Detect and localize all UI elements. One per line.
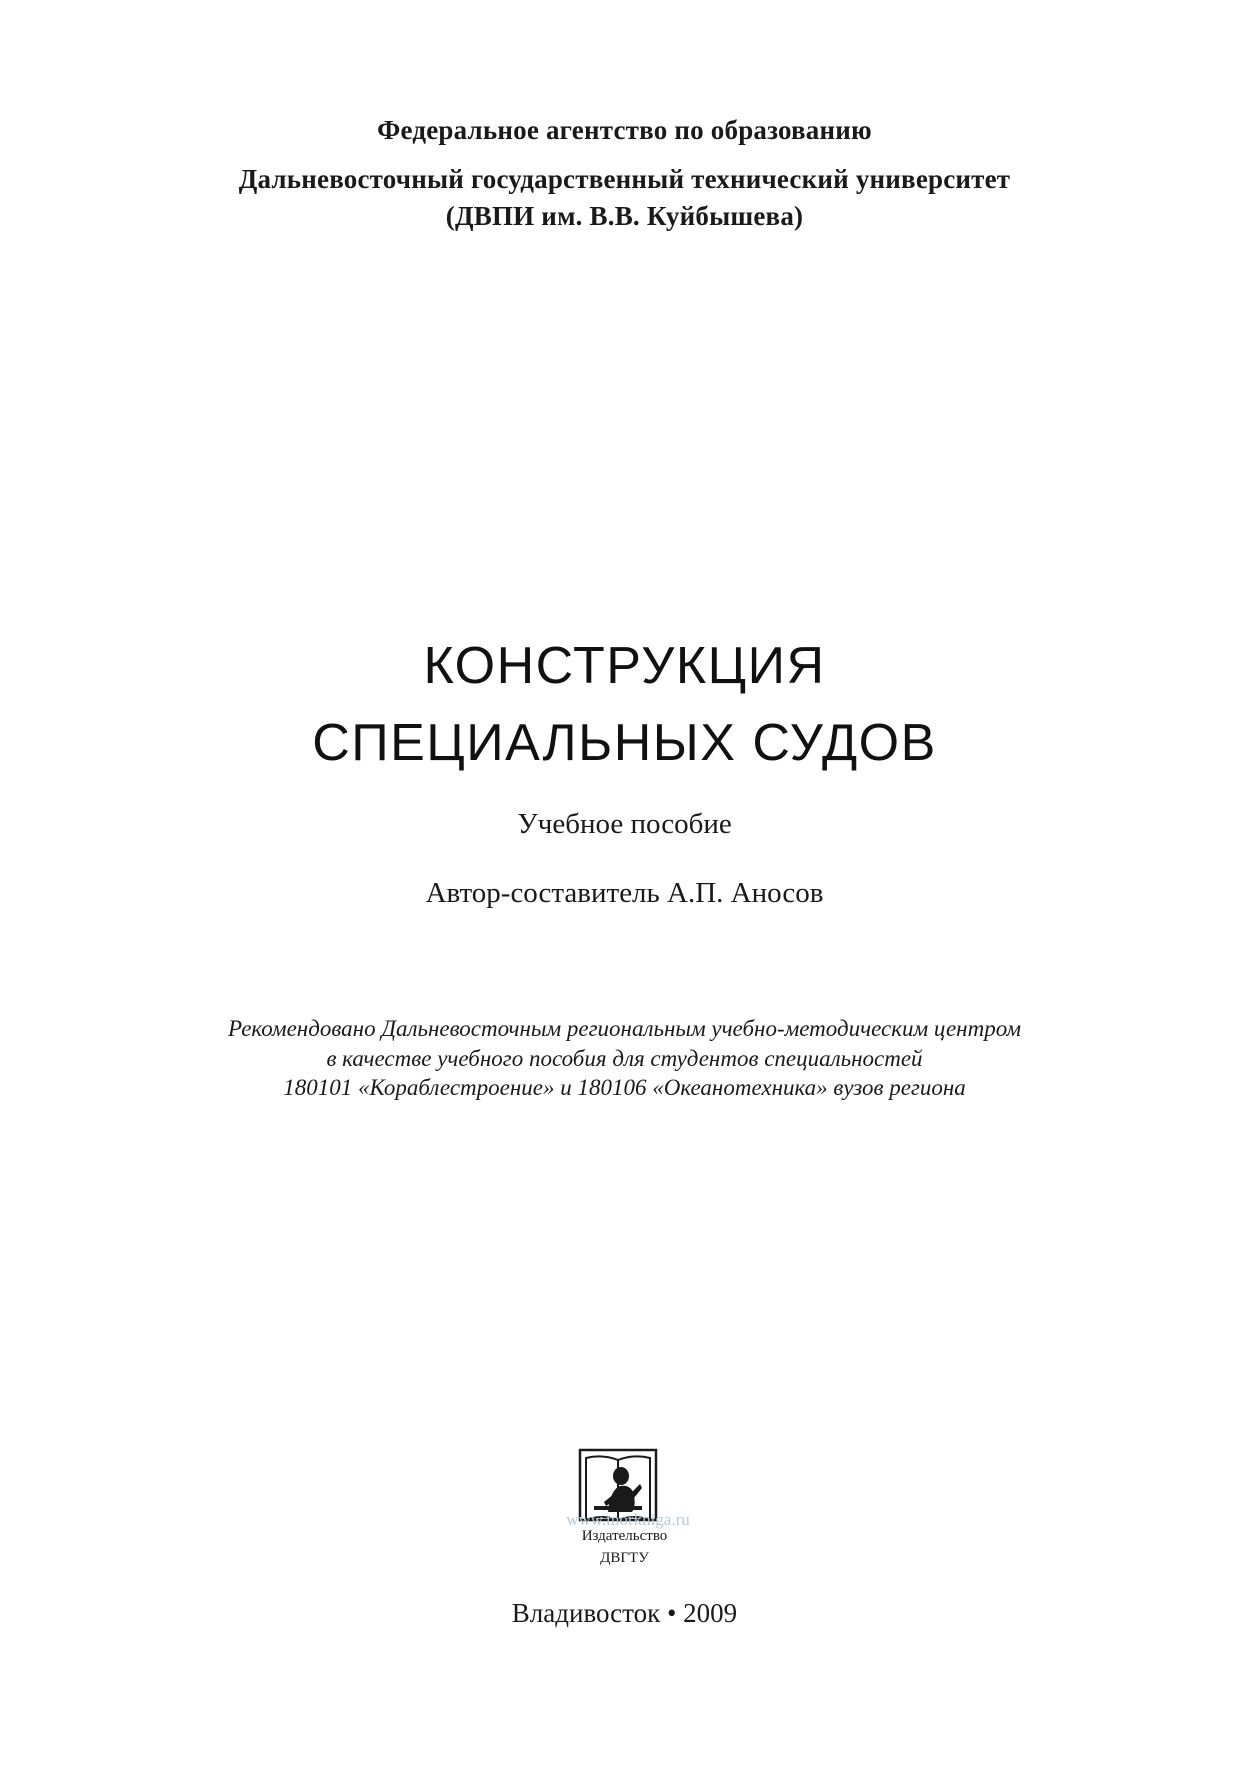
recommendation-line-1: Рекомендовано Дальневосточным региональным учебно-методическим центром <box>227 1016 1022 1041</box>
book-title-line-2: СПЕЦИАЛЬНЫХ СУДОВ <box>312 714 937 772</box>
publisher-name: ДВГТУ <box>600 1550 649 1566</box>
recommendation-line-2: в качестве учебного пособия для студентов специальностей <box>326 1046 923 1071</box>
book-title-line-1: КОНСТРУКЦИЯ <box>423 637 826 695</box>
university-name: Дальневосточный государственный технический университет <box>238 164 1011 194</box>
book-subtitle: Учебное пособие <box>517 808 732 840</box>
author-line: Автор-составитель А.П. Аносов <box>425 877 824 909</box>
imprint-city-year: Владивосток • 2009 <box>511 1598 738 1628</box>
publisher-label: Издательство <box>581 1528 668 1544</box>
institute-name: (ДВПИ им. В.В. Куйбышева) <box>445 201 804 231</box>
agency-name: Федеральное агентство по образованию <box>377 115 872 145</box>
watermark-text: www.morkniga.ru <box>566 1510 690 1529</box>
recommendation-line-3: 180101 «Кораблестроение» и 180106 «Океанотехника» вузов региона <box>283 1075 966 1100</box>
